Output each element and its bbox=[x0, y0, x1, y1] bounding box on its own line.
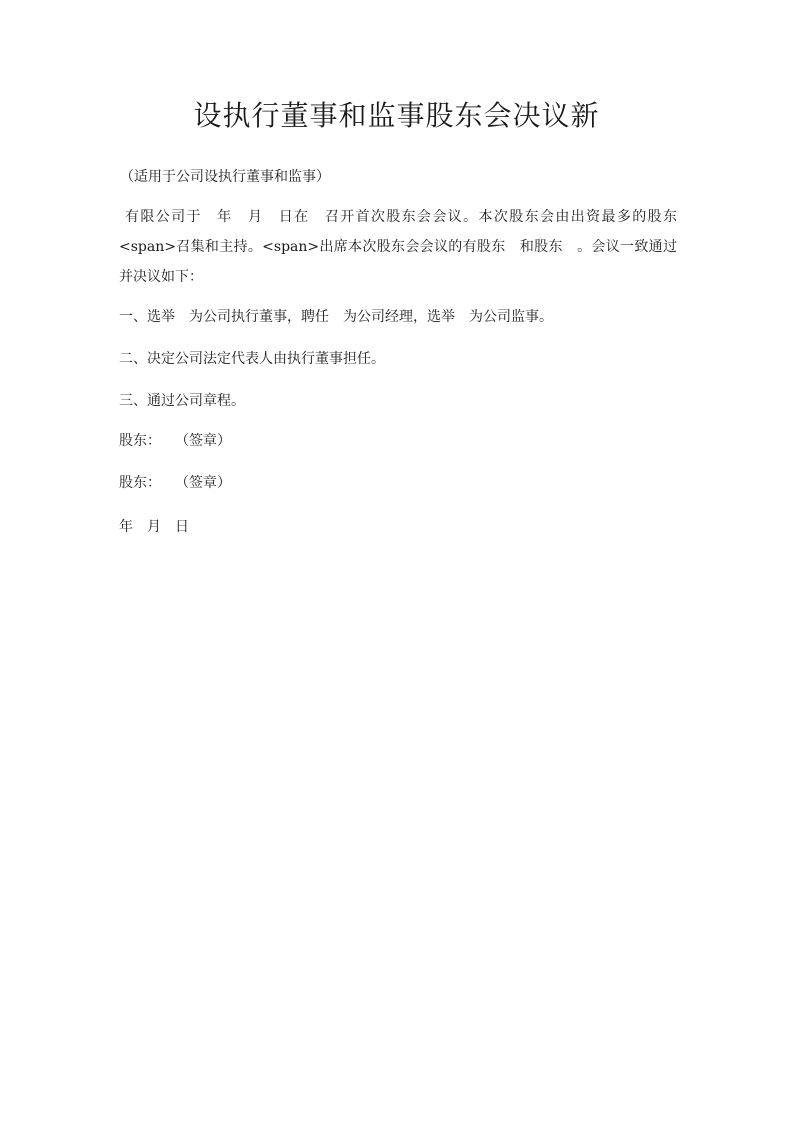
signature-note: （签章） bbox=[175, 475, 231, 491]
signature-line-1 bbox=[119, 426, 677, 456]
signature-line-2 bbox=[119, 468, 677, 498]
resolution-item-2: 二、决定公司法定代表人由执行董事担任。 bbox=[119, 351, 385, 367]
resolution-item-3: 三、通过公司章程。 bbox=[119, 393, 245, 409]
resolution-item-1: 一、选举 为公司执行董事，聘任 为公司经理，选举 为公司监事。 bbox=[119, 309, 553, 325]
signature-label: 股东： bbox=[119, 475, 161, 491]
date-line: 年 月 日 bbox=[119, 519, 189, 535]
document-subtitle: （适用于公司设执行董事和监事） bbox=[120, 169, 330, 185]
intro-paragraph: 有限公司于 年 月 日在 召开首次股东会会议。本次股东会由出资最多的股东<span>召集和主持。<span>出席本次股东会会议的有股东 和股东 。会议一致通过并决议如下： bbox=[119, 209, 677, 285]
signature-note: （签章） bbox=[175, 433, 231, 449]
signature-label: 股东： bbox=[119, 433, 161, 449]
document-title: 设执行董事和监事股东会决议新 bbox=[193, 99, 600, 132]
